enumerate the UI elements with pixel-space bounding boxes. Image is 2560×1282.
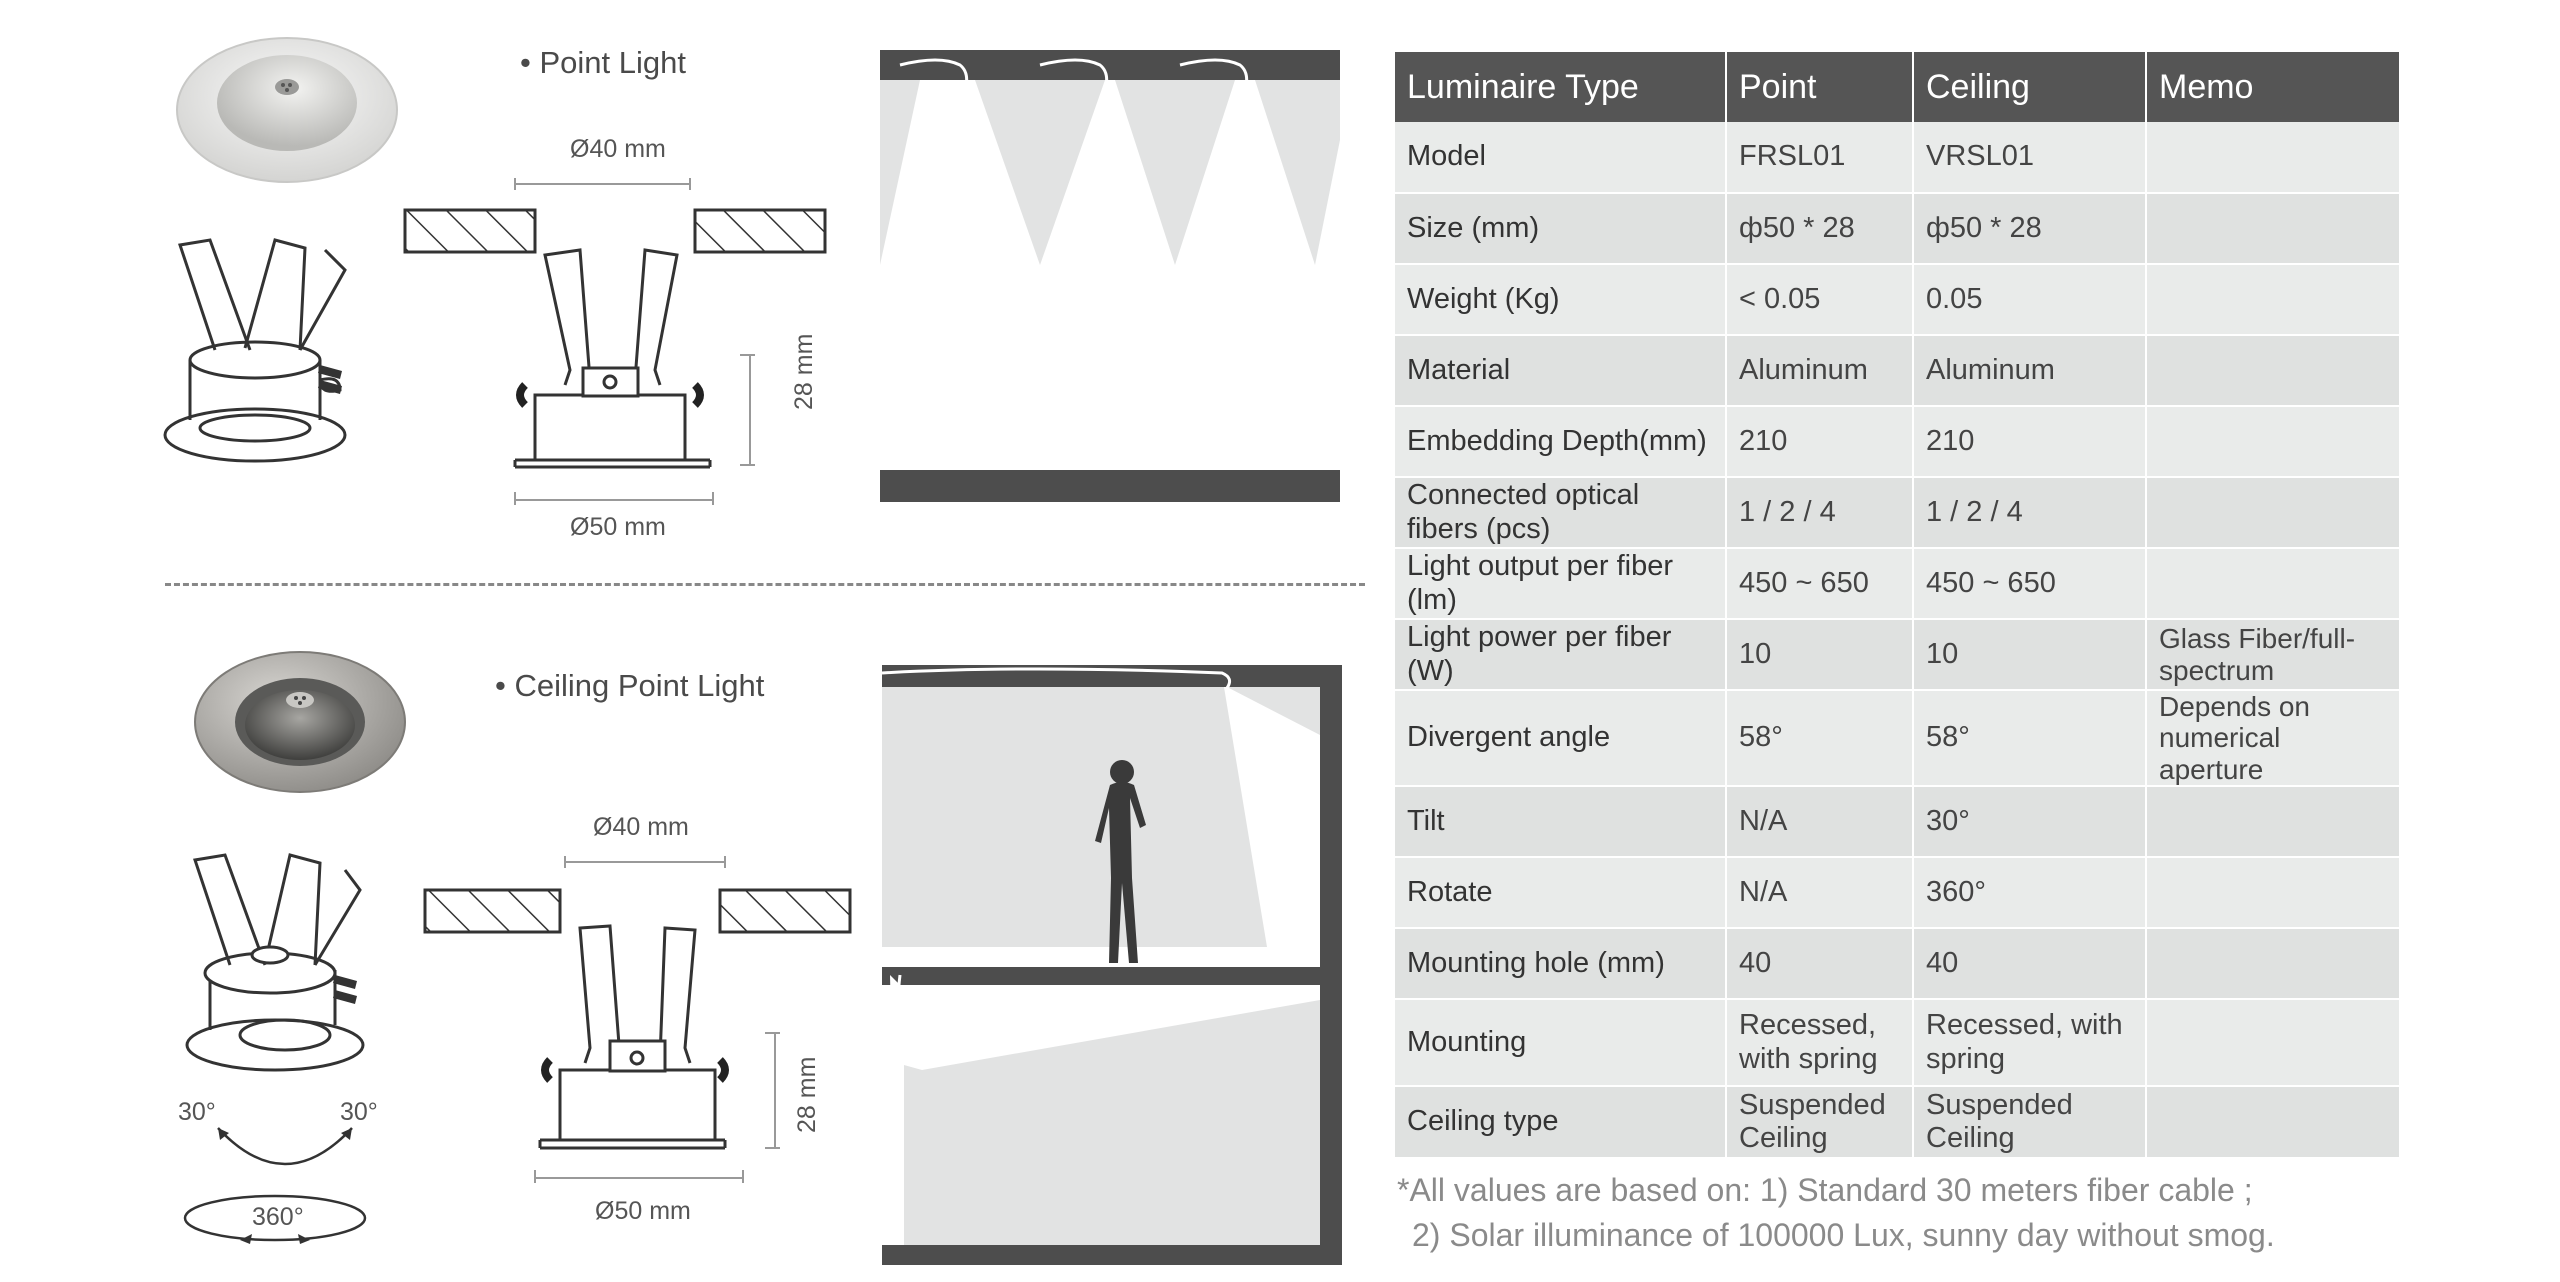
cell-memo xyxy=(2146,406,2400,477)
cell-memo xyxy=(2146,786,2400,857)
header-memo: Memo xyxy=(2146,52,2400,122)
table-row xyxy=(1395,928,2400,999)
cell-point: Aluminum xyxy=(1726,335,1913,406)
table-row xyxy=(1395,786,2400,857)
table-row xyxy=(1395,999,2400,1086)
cell-ceiling: 450 ~ 650 xyxy=(1913,548,2146,619)
row-label: Ceiling type xyxy=(1395,1086,1726,1158)
row-label: Weight (Kg) xyxy=(1395,264,1726,335)
cell-point: FRSL01 xyxy=(1726,122,1913,193)
point-dim-bottom: Ø50 mm xyxy=(570,513,666,541)
cell-memo xyxy=(2146,193,2400,264)
cell-ceiling: 40 xyxy=(1913,928,2146,999)
row-label: Model xyxy=(1395,122,1726,193)
rotate-label: 360° xyxy=(252,1203,304,1231)
cell-memo xyxy=(2146,264,2400,335)
cell-point: ф50 * 28 xyxy=(1726,193,1913,264)
table-row xyxy=(1395,406,2400,477)
cell-memo xyxy=(2146,857,2400,928)
row-label: Mounting hole (mm) xyxy=(1395,928,1726,999)
ceiling-dim-top: Ø40 mm xyxy=(593,813,689,841)
row-label: Embedding Depth(mm) xyxy=(1395,406,1726,477)
row-label: Light power per fiber (W) xyxy=(1395,619,1726,690)
point-beam-illustration xyxy=(880,50,1340,505)
cell-ceiling: 58° xyxy=(1913,690,2146,786)
cell-ceiling: 1 / 2 / 4 xyxy=(1913,477,2146,548)
cell-ceiling: ф50 * 28 xyxy=(1913,193,2146,264)
cell-ceiling: VRSL01 xyxy=(1913,122,2146,193)
cell-point: 210 xyxy=(1726,406,1913,477)
row-label: Divergent angle xyxy=(1395,690,1726,786)
point-dim-top: Ø40 mm xyxy=(570,135,666,163)
table-row xyxy=(1395,122,2400,193)
cell-memo xyxy=(2146,1086,2400,1158)
tilt-arc-icon xyxy=(210,1120,360,1180)
cell-point: < 0.05 xyxy=(1726,264,1913,335)
cell-point: 450 ~ 650 xyxy=(1726,548,1913,619)
cell-ceiling: 10 xyxy=(1913,619,2146,690)
cell-memo xyxy=(2146,928,2400,999)
cell-memo xyxy=(2146,122,2400,193)
footnote-line-1: *All values are based on: 1) Standard 30 meters fiber cable ; xyxy=(1397,1172,2253,1208)
row-label: Mounting xyxy=(1395,999,1726,1086)
cell-ceiling: Aluminum xyxy=(1913,335,2146,406)
footnote-line-2: 2) Solar illuminance of 100000 Lux, sunny day without smog. xyxy=(1412,1217,2275,1253)
cell-point: 40 xyxy=(1726,928,1913,999)
point-light-title: • Point Light xyxy=(520,45,686,80)
cell-memo xyxy=(2146,999,2400,1086)
cell-ceiling: 30° xyxy=(1913,786,2146,857)
cell-point: N/A xyxy=(1726,786,1913,857)
ceiling-dim-bottom: Ø50 mm xyxy=(595,1197,691,1225)
cell-point: Recessed, with spring xyxy=(1726,999,1913,1086)
cell-memo: Glass Fiber/full-spectrum xyxy=(2146,619,2400,690)
row-label: Connected optical fibers (pcs) xyxy=(1395,477,1726,548)
table-row xyxy=(1395,548,2400,619)
table-row xyxy=(1395,619,2400,690)
table-row xyxy=(1395,335,2400,406)
point-dimension-drawing xyxy=(405,170,835,515)
cell-ceiling: Recessed, with spring xyxy=(1913,999,2146,1086)
spec-table xyxy=(1395,52,2401,1159)
table-row xyxy=(1395,264,2400,335)
rotate-ellipse-icon xyxy=(180,1190,370,1250)
table-row xyxy=(1395,193,2400,264)
cell-ceiling: 0.05 xyxy=(1913,264,2146,335)
cell-point: Suspended Ceiling xyxy=(1726,1086,1913,1158)
ceiling-point-light-3d-drawing xyxy=(175,845,375,1075)
header-point: Point xyxy=(1726,52,1913,122)
row-label: Tilt xyxy=(1395,786,1726,857)
row-label: Size (mm) xyxy=(1395,193,1726,264)
ceiling-room-illustration xyxy=(882,665,1342,1265)
cell-ceiling: 210 xyxy=(1913,406,2146,477)
ceiling-dimension-drawing xyxy=(425,848,855,1198)
cell-point: N/A xyxy=(1726,857,1913,928)
header-luminaire-type: Luminaire Type xyxy=(1395,52,1726,122)
table-row xyxy=(1395,1086,2400,1158)
cell-memo xyxy=(2146,548,2400,619)
tilt-left-label: 30° xyxy=(178,1098,216,1126)
cell-memo: Depends on numerical aperture xyxy=(2146,690,2400,786)
section-divider xyxy=(165,583,1365,586)
point-light-3d-drawing xyxy=(160,230,360,470)
table-row xyxy=(1395,690,2400,786)
table-header-row xyxy=(1395,52,2400,122)
point-dim-side: 28 mm xyxy=(790,333,818,410)
row-label: Material xyxy=(1395,335,1726,406)
cell-memo xyxy=(2146,477,2400,548)
ceiling-dim-side: 28 mm xyxy=(793,1056,821,1133)
ceiling-point-light-photo xyxy=(193,650,408,795)
row-label: Light output per fiber (lm) xyxy=(1395,548,1726,619)
cell-point: 1 / 2 / 4 xyxy=(1726,477,1913,548)
cell-ceiling: Suspended Ceiling xyxy=(1913,1086,2146,1158)
point-light-photo xyxy=(175,35,400,190)
table-row xyxy=(1395,857,2400,928)
cell-point: 58° xyxy=(1726,690,1913,786)
header-ceiling: Ceiling xyxy=(1913,52,2146,122)
table-row xyxy=(1395,477,2400,548)
ceiling-point-light-title: • Ceiling Point Light xyxy=(495,668,765,703)
cell-memo xyxy=(2146,335,2400,406)
row-label: Rotate xyxy=(1395,857,1726,928)
cell-point: 10 xyxy=(1726,619,1913,690)
tilt-right-label: 30° xyxy=(340,1098,378,1126)
cell-ceiling: 360° xyxy=(1913,857,2146,928)
